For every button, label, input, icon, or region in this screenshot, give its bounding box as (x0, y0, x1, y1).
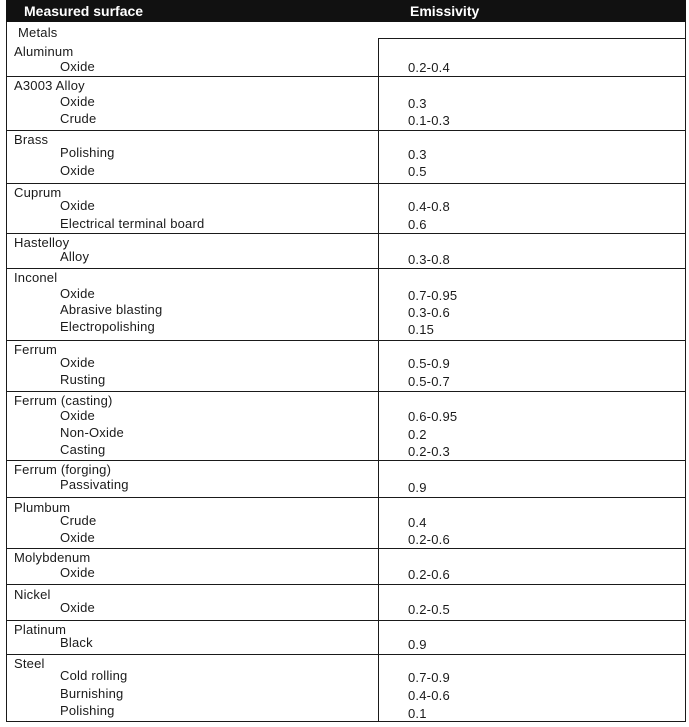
group-divider (6, 497, 686, 498)
row-label: Oxide (60, 94, 95, 109)
group-name: Hastelloy (14, 235, 70, 250)
row-label: Oxide (60, 565, 95, 580)
row-label: Polishing (60, 145, 115, 160)
group-name: A3003 Alloy (14, 78, 85, 93)
row-label: Polishing (60, 703, 115, 718)
row-value: 0.2 (408, 427, 427, 442)
column-divider (378, 38, 379, 721)
group-divider (6, 548, 686, 549)
header-emissivity: Emissivity (410, 3, 480, 19)
group-divider (6, 654, 686, 655)
row-value: 0.6 (408, 217, 427, 232)
row-value: 0.7-0.9 (408, 670, 450, 685)
group-divider (6, 76, 686, 77)
category-metals: Metals (18, 25, 58, 40)
row-label: Crude (60, 513, 97, 528)
group-name: Brass (14, 132, 49, 147)
row-value: 0.4 (408, 515, 427, 530)
group-divider (6, 233, 686, 234)
table-left-border (6, 22, 7, 721)
row-label: Rusting (60, 372, 106, 387)
row-value: 0.3-0.8 (408, 252, 450, 267)
row-value: 0.3 (408, 147, 427, 162)
group-name: Platinum (14, 622, 67, 637)
row-value: 0.6-0.95 (408, 409, 458, 424)
group-divider (6, 183, 686, 184)
row-label: Oxide (60, 600, 95, 615)
row-label: Cold rolling (60, 668, 128, 683)
group-name: Inconel (14, 270, 58, 285)
group-name: Ferrum (14, 342, 58, 357)
emissivity-table (6, 0, 686, 722)
group-divider (6, 620, 686, 621)
row-value: 0.7-0.95 (408, 288, 458, 303)
table-header (6, 0, 686, 22)
row-value: 0.9 (408, 480, 427, 495)
group-name: Cuprum (14, 185, 62, 200)
row-label: Abrasive blasting (60, 302, 163, 317)
row-value: 0.2-0.4 (408, 60, 450, 75)
group-divider (6, 130, 686, 131)
group-name: Aluminum (14, 44, 74, 59)
row-value: 0.2-0.5 (408, 602, 450, 617)
row-label: Electrical terminal board (60, 216, 205, 231)
row-value: 0.4-0.6 (408, 688, 450, 703)
group-divider (6, 460, 686, 461)
row-value: 0.1 (408, 706, 427, 721)
row-value: 0.1-0.3 (408, 113, 450, 128)
row-label: Black (60, 635, 93, 650)
row-label: Oxide (60, 408, 95, 423)
row-label: Burnishing (60, 686, 124, 701)
row-value: 0.15 (408, 322, 435, 337)
row-value: 0.2-0.6 (408, 532, 450, 547)
table-bottom-border (6, 721, 686, 722)
group-name: Molybdenum (14, 550, 91, 565)
row-label: Casting (60, 442, 106, 457)
category-divider (378, 38, 686, 39)
row-value: 0.2-0.6 (408, 567, 450, 582)
row-value: 0.4-0.8 (408, 199, 450, 214)
row-label: Oxide (60, 286, 95, 301)
row-value: 0.5 (408, 164, 427, 179)
row-label: Oxide (60, 59, 95, 74)
group-divider (6, 340, 686, 341)
row-label: Crude (60, 111, 97, 126)
row-value: 0.3-0.6 (408, 305, 450, 320)
row-value: 0.5-0.9 (408, 356, 450, 371)
group-name: Nickel (14, 587, 51, 602)
group-divider (6, 391, 686, 392)
group-name: Ferrum (forging) (14, 462, 112, 477)
table-right-border (685, 22, 686, 721)
row-label: Non-Oxide (60, 425, 124, 440)
group-divider (6, 584, 686, 585)
group-name: Ferrum (casting) (14, 393, 113, 408)
row-value: 0.5-0.7 (408, 374, 450, 389)
row-label: Oxide (60, 355, 95, 370)
header-measured-surface: Measured surface (24, 3, 144, 19)
group-name: Steel (14, 656, 45, 671)
group-divider (6, 268, 686, 269)
row-label: Oxide (60, 163, 95, 178)
row-label: Electropolishing (60, 319, 155, 334)
row-label: Oxide (60, 198, 95, 213)
row-value: 0.2-0.3 (408, 444, 450, 459)
row-label: Oxide (60, 530, 95, 545)
row-value: 0.3 (408, 96, 427, 111)
group-name: Plumbum (14, 500, 71, 515)
row-value: 0.9 (408, 637, 427, 652)
row-label: Passivating (60, 477, 129, 492)
row-label: Alloy (60, 249, 90, 264)
